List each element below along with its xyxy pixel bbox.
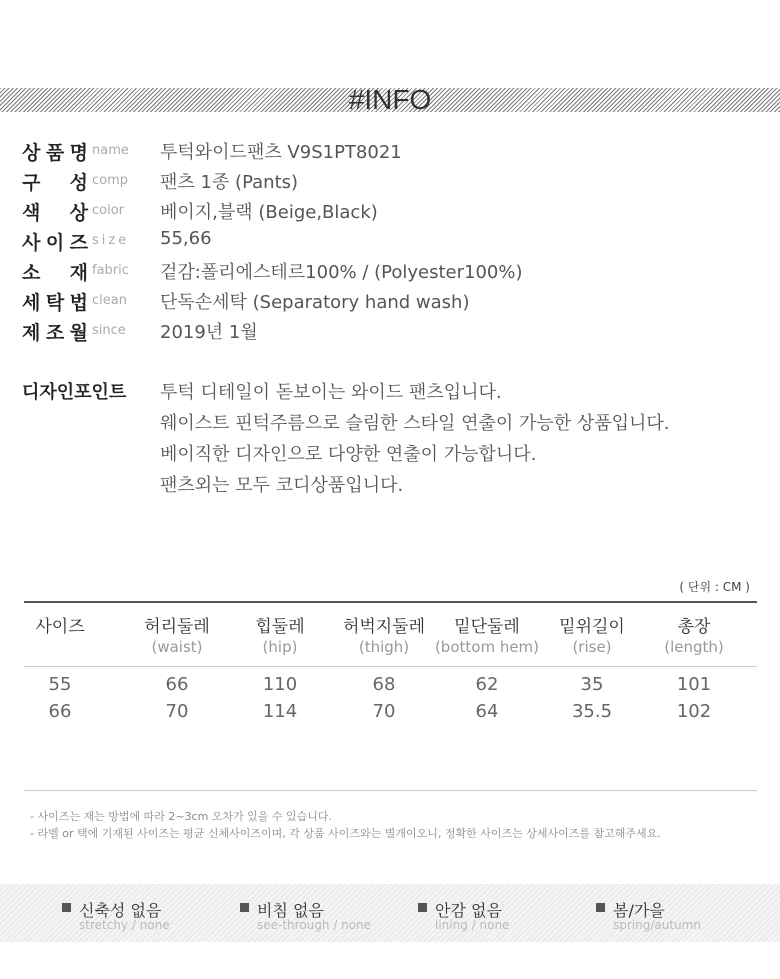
spec-value: 겉감:폴리에스테르100% / (Polyester100%): [160, 262, 523, 283]
spec-key: 소 재: [22, 262, 88, 284]
spec-key: 세 탁 법: [22, 292, 88, 314]
spec-key-en: size: [92, 233, 130, 248]
table-cell: 62: [475, 674, 499, 695]
spec-key-en: clean: [92, 293, 127, 308]
spec-value: 베이지,블랙 (Beige,Black): [160, 202, 378, 223]
spec-key-en: comp: [92, 173, 129, 188]
table-cell: 35.5: [571, 701, 613, 722]
size-note: - 사이즈는 재는 방법에 따라 2~3cm 오차가 있을 수 있습니다.: [30, 810, 333, 823]
spec-key: 구 성: [22, 172, 88, 194]
spec-value: 2019년 1월: [160, 322, 258, 343]
col-header-waist-en: (waist): [151, 638, 203, 656]
feature-label: 신축성 없음: [79, 901, 162, 920]
design-point-label: 디자인포인트: [22, 382, 127, 403]
spec-key: 색 상: [22, 202, 88, 224]
table-cell: 66: [48, 701, 72, 722]
spec-value: 투턱와이드팬츠 V9S1PT8021: [160, 142, 402, 163]
spec-key-en: color: [92, 203, 125, 218]
spec-value: 55,66: [160, 228, 212, 249]
spec-key-en: since: [92, 323, 126, 338]
design-point-line: 투턱 디테일이 돋보이는 와이드 팬츠입니다.: [160, 382, 502, 403]
spec-key-en: name: [92, 143, 129, 158]
col-header-hem-en: (bottom hem): [434, 638, 540, 656]
size-note: - 라벨 or 택에 기재된 사이즈는 평균 신체사이즈이며, 각 상품 사이즈와는 별개이오니, 정확한 사이즈는 상세사이즈를 참고해주세요.: [30, 827, 661, 840]
table-cell: 102: [676, 701, 712, 722]
square-bullet-icon: [418, 903, 427, 912]
feature-label: 비침 없음: [257, 901, 324, 920]
feature-band: [0, 884, 780, 942]
table-top-rule: [24, 601, 757, 603]
col-header-length-en: (length): [664, 638, 724, 656]
col-header-thigh-en: (thigh): [358, 638, 410, 656]
table-cell: 55: [48, 674, 72, 695]
spec-key-en: fabric: [92, 263, 129, 278]
table-cell: 101: [676, 674, 712, 695]
table-cell: 70: [372, 701, 396, 722]
col-header-hem: 밑단둘레: [454, 617, 520, 637]
feature-label-en: stretchy / none: [79, 918, 170, 932]
spec-key: 상 품 명: [22, 142, 88, 164]
table-cell: 114: [262, 701, 298, 722]
table-cell: 64: [475, 701, 499, 722]
table-header-rule: [24, 666, 757, 667]
col-header-hip: 힙둘레: [255, 617, 305, 637]
feature-label-en: lining / none: [435, 918, 510, 932]
spec-value: 팬츠 1종 (Pants): [160, 172, 299, 193]
size-unit-label: ( 단위 : CM ): [679, 580, 750, 594]
feature-label: 봄/가을: [613, 901, 665, 920]
spec-value: 단독손세탁 (Separatory hand wash): [160, 292, 470, 313]
table-cell: 110: [262, 674, 298, 695]
info-header-band: [0, 84, 780, 115]
table-bottom-rule: [24, 790, 757, 791]
table-cell: 70: [165, 701, 189, 722]
feature-label-en: see-through / none: [257, 918, 372, 932]
spec-key: 사 이 즈: [22, 232, 88, 254]
col-header-thigh: 허벅지둘레: [342, 617, 426, 637]
col-header-hip-en: (hip): [262, 638, 298, 656]
col-header-rise: 밑위길이: [559, 617, 625, 637]
col-header-waist: 허리둘레: [144, 617, 210, 637]
spec-key: 제 조 월: [22, 322, 88, 344]
table-cell: 35: [580, 674, 604, 695]
feature-label: 안감 없음: [435, 901, 502, 920]
square-bullet-icon: [596, 903, 605, 912]
design-point-line: 팬츠외는 모두 코디상품입니다.: [160, 475, 404, 496]
feature-label-en: spring/autumn: [613, 918, 701, 932]
col-header-rise-en: (rise): [572, 638, 612, 656]
design-point-text: [160, 378, 670, 502]
col-header-length: 총장: [677, 617, 711, 637]
table-cell: 68: [372, 674, 396, 695]
table-cell: 66: [165, 674, 189, 695]
design-point-line: 베이직한 디자인으로 다양한 연출이 가능합니다.: [160, 444, 537, 465]
col-header-size: 사이즈: [35, 617, 85, 637]
square-bullet-icon: [62, 903, 71, 912]
square-bullet-icon: [240, 903, 249, 912]
info-title: #INFO: [348, 84, 432, 115]
design-point-line: 웨이스트 핀턱주름으로 슬림한 스타일 연출이 가능한 상품입니다.: [160, 413, 670, 434]
